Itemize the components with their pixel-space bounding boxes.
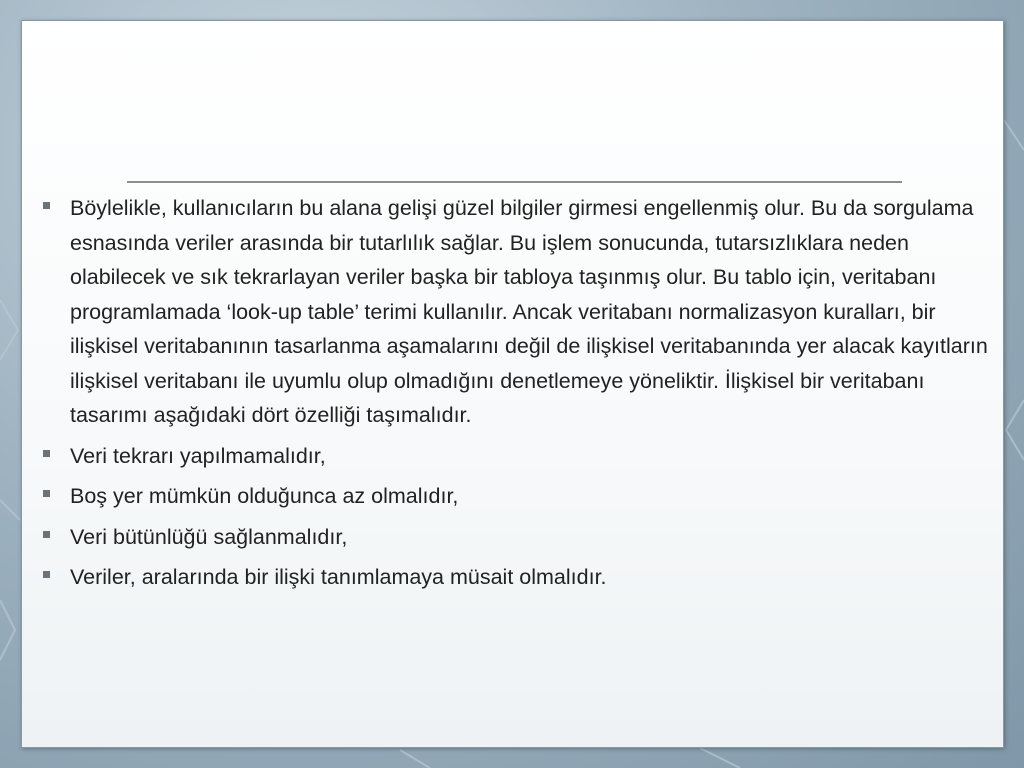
bullet-item [33,191,988,433]
bullet-text: Böylelikle, kullanıcıların bu alana gelişi güzel bilgiler girmesi engellenmiş olur. Bu da sorgulama esnasında veriler arasında bir tutarlılık sağlar. Bu işlem sonucunda, tutarsızlıklara neden olabilecek ve sık tekrarlayan veriler başka bir tabloya taşınmış olur. Bu tablo için, veritabanı programlamada ‘look-up table’ terimi kullanılır. Ancak veritabanı normalizasyon kuralları, bir ilişkisel veritabanının tasarlanma aşamalarını değil de ilişkisel veritabanında yer alacak kayıtların ilişkisel veritabanı ile uyumlu olup olmadığını denetlemeye yöneliktir. İlişkisel bir veritabanı tasarımı aşağıdaki dört özelliği taşımalıdır. [70,196,988,427]
square-bullet-icon [43,531,50,538]
square-bullet-icon [43,450,50,457]
square-bullet-icon [43,490,50,497]
slide [21,20,1004,748]
square-bullet-icon [43,202,50,209]
bullet-item [33,520,988,555]
title-divider [127,181,902,183]
square-bullet-icon [43,571,50,578]
bullet-text: Veri bütünlüğü sağlanmalıdır, [70,524,348,549]
bullet-item [33,439,988,474]
bullet-item [33,479,988,514]
bullet-text: Veri tekrarı yapılmamalıdır, [70,443,326,468]
bullet-text: Veriler, aralarında bir ilişki tanımlamaya müsait olmalıdır. [70,565,607,589]
bullet-text: Boş yer mümkün olduğunca az olmalıdır, [70,484,459,508]
bullet-list [33,191,988,601]
bullet-item [33,560,988,595]
